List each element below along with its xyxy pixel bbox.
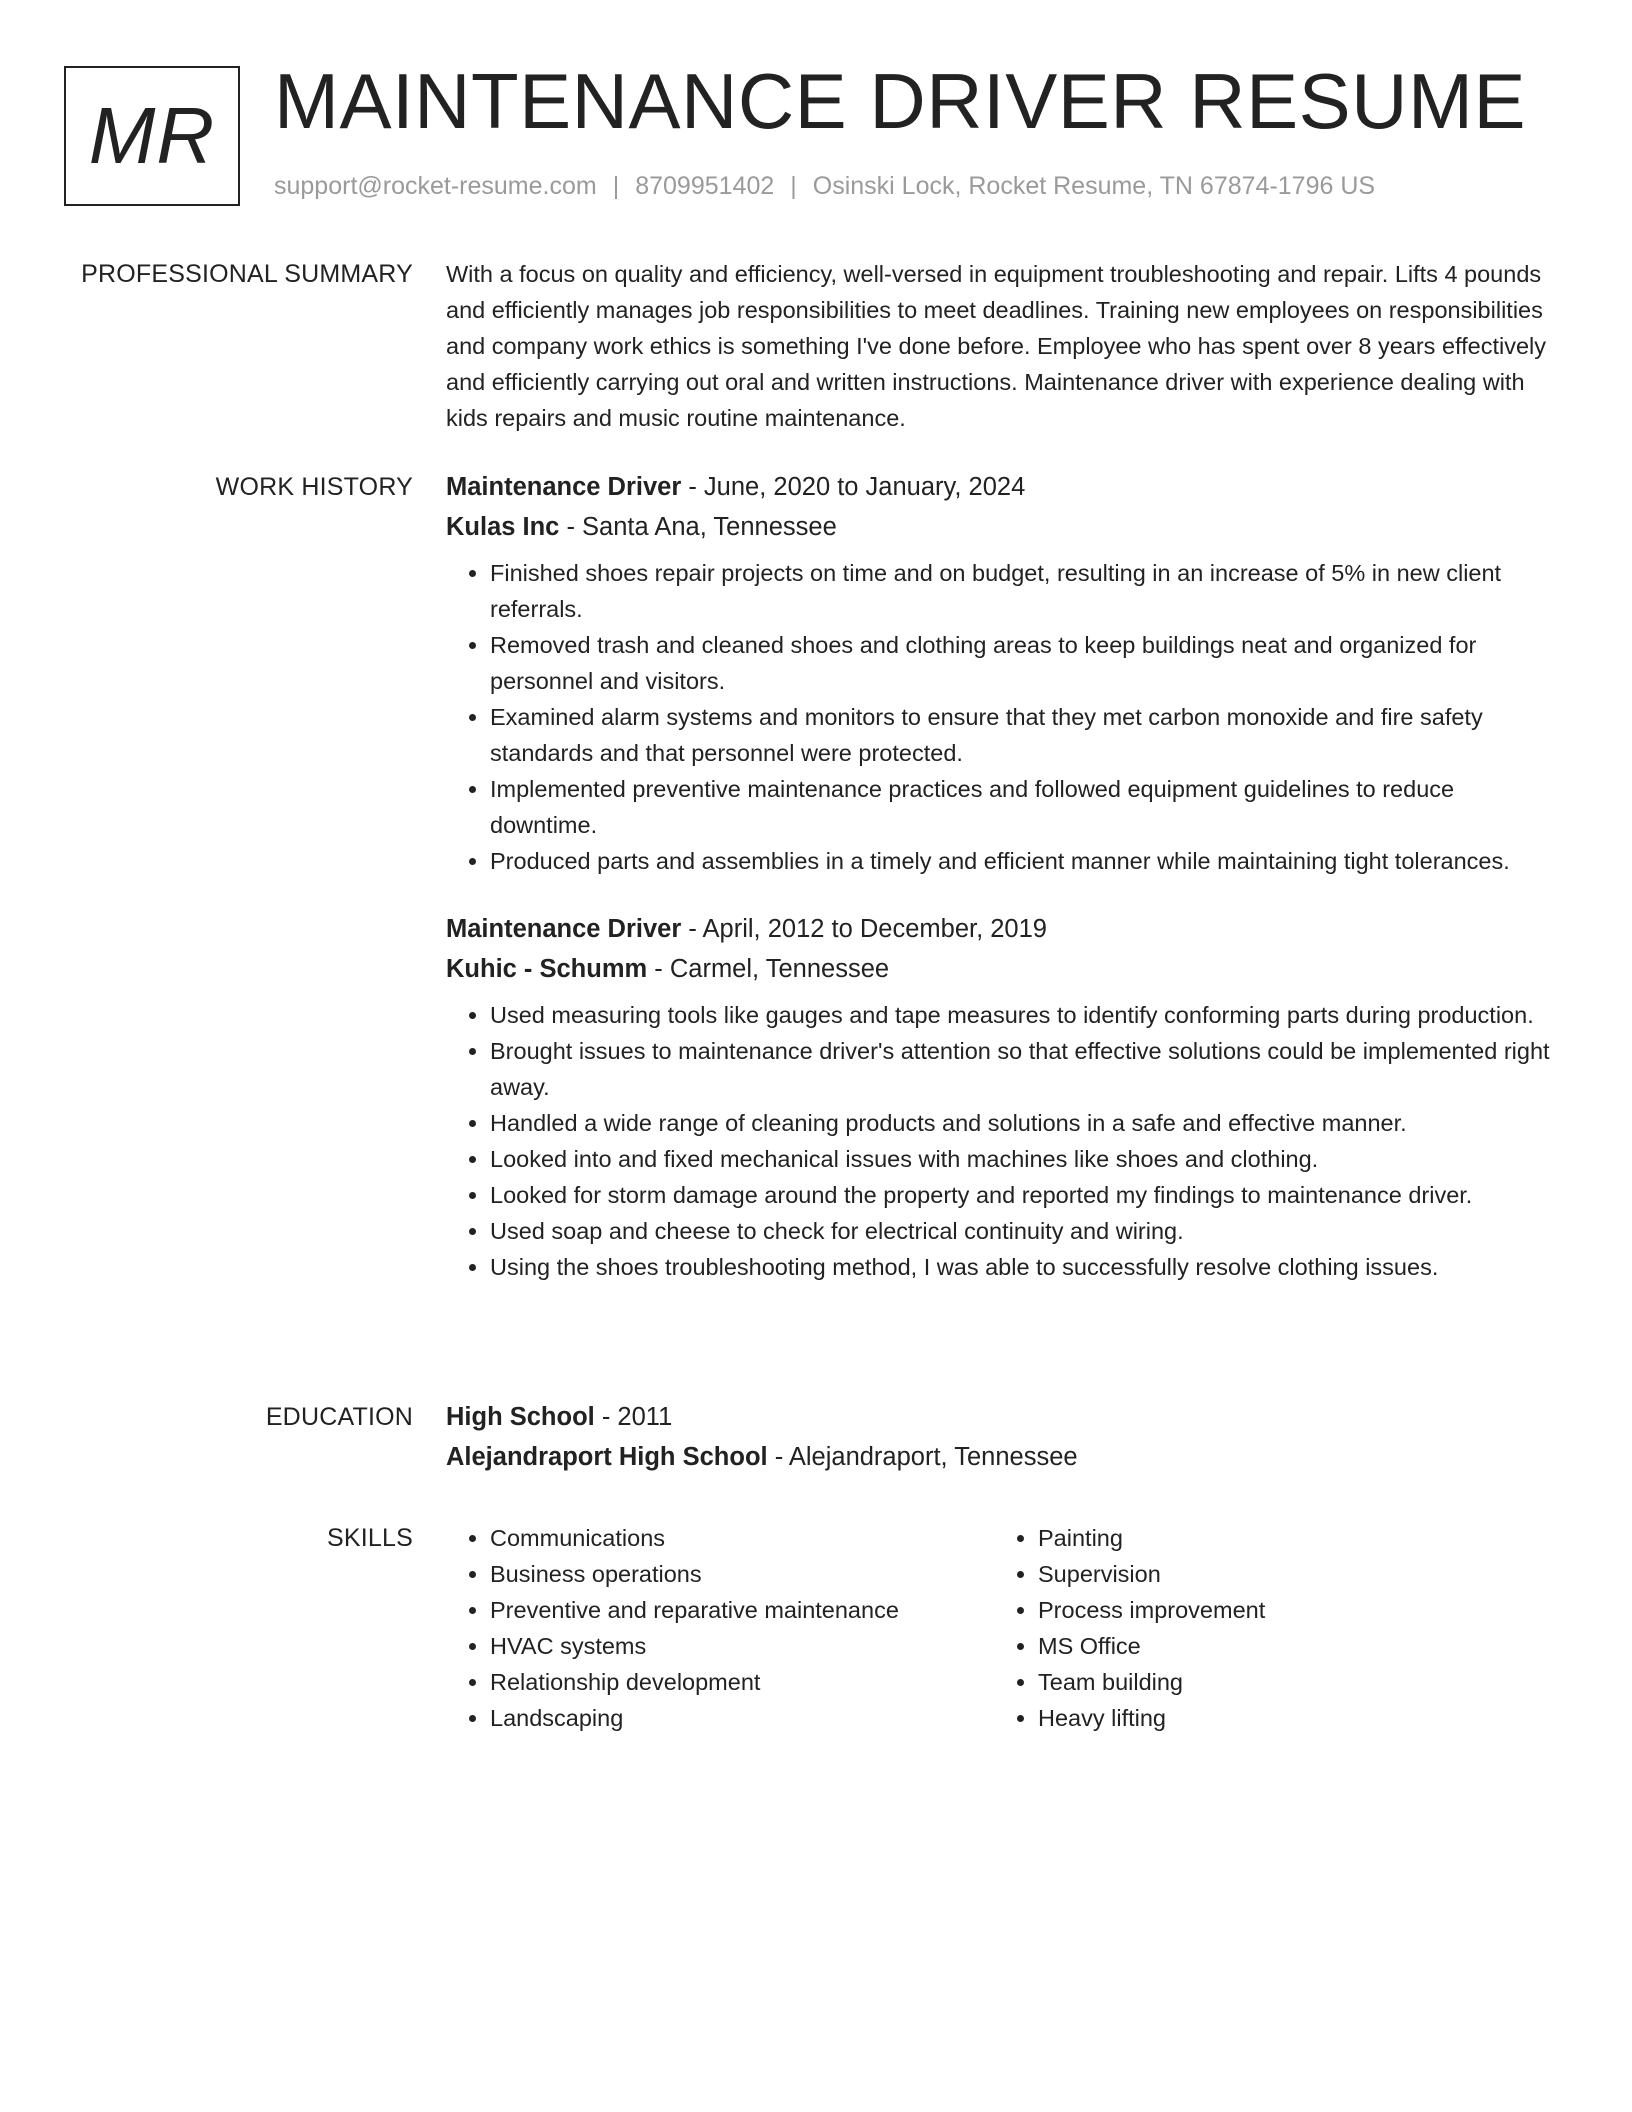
education-body — [446, 1397, 1556, 1477]
list-item: • Landscaping — [490, 1700, 994, 1736]
list-item: • Brought issues to maintenance driver's attention so that effective solutions could be implemented right away. — [490, 1033, 1556, 1105]
section-heading: SKILLS — [327, 1524, 413, 1552]
list-item: • Team building — [1038, 1664, 1542, 1700]
job-company-line — [446, 949, 1556, 989]
job-location: - Carmel, Tennessee — [647, 955, 890, 983]
job-title-line — [446, 909, 1556, 949]
list-item: • HVAC systems — [490, 1628, 994, 1664]
school-location: - Alejandraport, Tennessee — [767, 1443, 1078, 1471]
contact-separator: | — [612, 172, 620, 200]
job-title: Maintenance Driver — [446, 473, 682, 501]
degree: High School — [446, 1403, 595, 1431]
skills-column-right — [994, 1520, 1542, 1736]
list-item: • Process improvement — [1038, 1592, 1542, 1628]
list-item: • Supervision — [1038, 1556, 1542, 1592]
job-company: Kuhic - Schumm — [446, 955, 648, 983]
contact-email[interactable]: support@rocket-resume.com — [274, 172, 597, 200]
section-heading: PROFESSIONAL SUMMARY — [81, 260, 413, 288]
list-item: • Looked into and fixed mechanical issues with machines like shoes and clothing. — [490, 1141, 1556, 1177]
list-item: • Business operations — [490, 1556, 994, 1592]
job-dates: - June, 2020 to January, 2024 — [681, 473, 1026, 501]
graduation-year: - 2011 — [594, 1403, 673, 1431]
page-title: MAINTENANCE DRIVER RESUME — [274, 57, 1526, 145]
job-title: Maintenance Driver — [446, 915, 682, 943]
section-heading: WORK HISTORY — [215, 473, 413, 501]
work-history-body — [446, 467, 1556, 1285]
job-company-line — [446, 507, 1556, 547]
summary-text: With a focus on quality and efficiency, well-versed in equipment troubleshooting and repair. Lifts 4 pounds and efficiently manages job responsibilities to meet deadlines. Training new employees on responsibilities and company work ethics is something I've done before. Employee who has spent over 8 years effectively and efficiently carrying out oral and written instructions. Maintenance driver with experience dealing with kids repairs and music routine maintenance. — [446, 261, 1547, 431]
list-item: • Heavy lifting — [1038, 1700, 1542, 1736]
job-entry — [446, 909, 1556, 1285]
list-item: • Painting — [1038, 1520, 1542, 1556]
contact-separator: | — [790, 172, 797, 200]
school-name: Alejandraport High School — [446, 1443, 768, 1471]
list-item: • Finished shoes repair projects on time and on budget, resulting in an increase of 5% in new client referrals. — [490, 555, 1556, 627]
list-item: • Used soap and cheese to check for electrical continuity and wiring. — [490, 1213, 1556, 1249]
section-heading: EDUCATION — [265, 1403, 413, 1431]
job-dates: - April, 2012 to December, 2019 — [681, 915, 1047, 943]
contact-line — [274, 172, 1375, 201]
job-bullets — [446, 997, 1556, 1285]
job-company: Kulas Inc — [446, 513, 560, 541]
skills-grid — [446, 1520, 1556, 1736]
skills-column-left — [446, 1520, 994, 1736]
list-item: • Preventive and reparative maintenance — [490, 1592, 994, 1628]
list-item: • Removed trash and cleaned shoes and clothing areas to keep buildings neat and organized for personnel and visitors. — [490, 627, 1556, 699]
list-item: • Using the shoes troubleshooting method, I was able to successfully resolve clothing issues. — [490, 1249, 1556, 1285]
list-item: • Communications — [490, 1520, 994, 1556]
degree-line — [446, 1397, 1556, 1437]
list-item: • Looked for storm damage around the property and reported my findings to maintenance driver. — [490, 1177, 1556, 1213]
list-item: • Examined alarm systems and monitors to ensure that they met carbon monoxide and fire safety standards and that personnel were protected. — [490, 699, 1556, 771]
job-entry — [446, 467, 1556, 879]
school-line — [446, 1437, 1556, 1477]
list-item: • Implemented preventive maintenance practices and followed equipment guidelines to reduce downtime. — [490, 771, 1556, 843]
list-item: • Produced parts and assemblies in a timely and efficient manner while maintaining tight tolerances. — [490, 843, 1556, 879]
contact-phone[interactable]: 8709951402 — [635, 172, 775, 200]
list-item: • MS Office — [1038, 1628, 1542, 1664]
list-item: • Handled a wide range of cleaning products and solutions in a safe and effective manner. — [490, 1105, 1556, 1141]
list-item: • Relationship development — [490, 1664, 994, 1700]
job-location: - Santa Ana, Tennessee — [559, 513, 837, 541]
summary-body — [446, 256, 1556, 436]
list-item: • Used measuring tools like gauges and tape measures to identify conforming parts during production. — [490, 997, 1556, 1033]
skills-list — [994, 1520, 1542, 1736]
monogram-logo: MR — [64, 66, 240, 206]
skills-list — [446, 1520, 994, 1736]
contact-address: Osinski Lock, Rocket Resume, TN 67874-1796 US — [812, 172, 1376, 200]
job-title-line — [446, 467, 1556, 507]
job-bullets — [446, 555, 1556, 879]
